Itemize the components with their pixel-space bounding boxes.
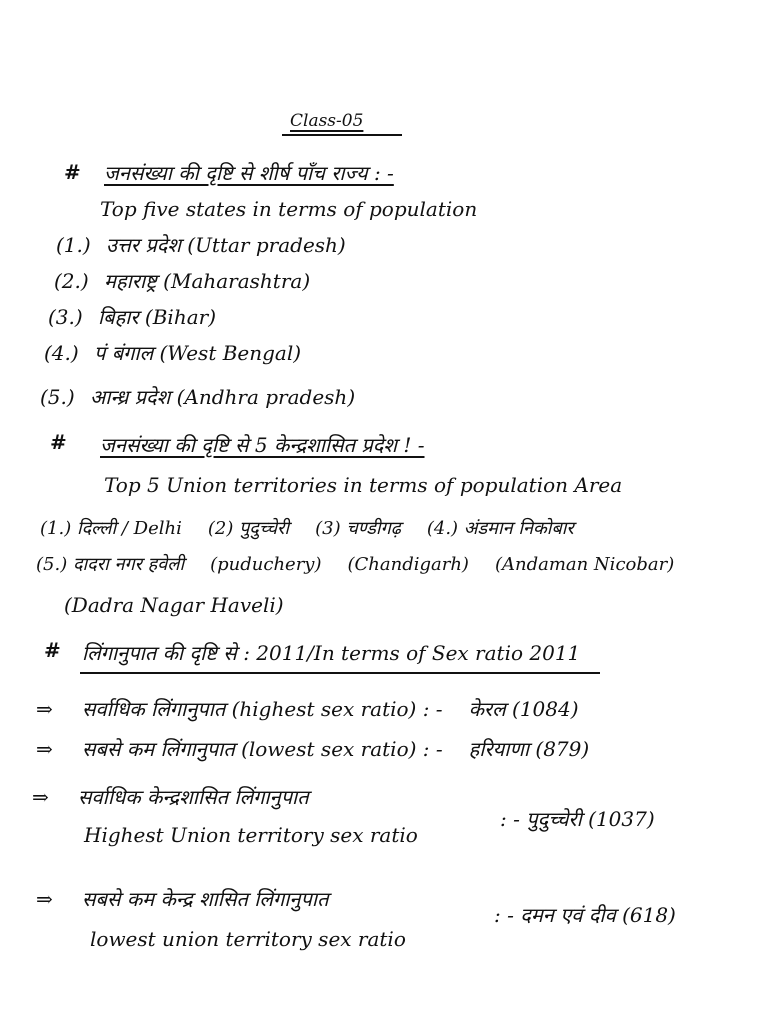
list-item xyxy=(48,304,216,330)
arrow-icon: ⇒ xyxy=(36,737,53,761)
row-value: केरल (1084) xyxy=(468,697,579,721)
section2-heading-hindi: जनसंख्या की दृष्टि से 5 केन्द्रशासित प्रदेश ! - xyxy=(100,433,425,457)
ut-item: (3) चण्डीगढ़ xyxy=(315,518,401,539)
item-text: बिहार (Bihar) xyxy=(98,305,217,329)
ut-item: (Andaman Nicobar) xyxy=(494,554,675,575)
ut-item: (2) पुदुच्चेरी xyxy=(207,518,290,539)
list-item xyxy=(44,340,301,366)
page-title: Class-05 xyxy=(290,111,364,131)
sex-ratio-row xyxy=(36,736,589,762)
item-number: (5.) xyxy=(40,385,75,409)
row-label: सबसे कम केन्द्र शासित लिंगानुपात xyxy=(82,887,329,911)
row-value: हरियाणा (879) xyxy=(468,737,590,761)
hash-mark: # xyxy=(64,160,81,184)
row-label: सर्वाधिक केन्द्रशासित लिंगानुपात xyxy=(78,785,309,809)
item-text: आन्ध्र प्रदेश (Andhra pradesh) xyxy=(90,385,356,409)
list-item xyxy=(56,232,346,258)
ut-item: (5.) दादरा नगर हवेली xyxy=(36,554,185,575)
list-item xyxy=(54,268,310,294)
ut-item: (4.) अंडमान निकोबार xyxy=(426,518,574,539)
union-territories-line-1 xyxy=(40,516,574,542)
item-number: (2.) xyxy=(54,269,89,293)
ut-item: (Chandigarh) xyxy=(347,554,469,575)
union-territories-line-2 xyxy=(36,552,674,578)
list-item xyxy=(40,384,355,410)
hash-mark: # xyxy=(50,430,67,454)
row-label-english: lowest union territory sex ratio xyxy=(90,927,406,951)
item-number: (3.) xyxy=(48,305,83,329)
item-number: (4.) xyxy=(44,341,79,365)
union-territories-line-3: (Dadra Nagar Haveli) xyxy=(64,593,284,617)
item-number: (1.) xyxy=(56,233,91,257)
item-text: महाराष्ट्र (Maharashtra) xyxy=(104,269,311,293)
ut-item: (puduchery) xyxy=(210,554,322,575)
arrow-icon: ⇒ xyxy=(32,785,49,809)
row-value: : - पुदुच्चेरी (1037) xyxy=(500,807,655,831)
item-text: उत्तर प्रदेश (Uttar pradesh) xyxy=(106,233,346,257)
title-underline xyxy=(282,134,402,136)
ut-item: (1.) दिल्ली / Delhi xyxy=(40,518,182,539)
section3-heading: लिंगानुपात की दृष्टि से : 2011/In terms of Sex ratio 2011 xyxy=(82,641,581,665)
section3-heading-underline xyxy=(80,672,600,674)
section1-heading-english: Top five states in terms of population xyxy=(100,197,478,221)
sex-ratio-row xyxy=(36,696,579,722)
hash-mark: # xyxy=(44,638,61,662)
row-label: सर्वाधिक लिंगानुपात (highest sex ratio) : - xyxy=(82,697,443,721)
row-label-english: Highest Union territory sex ratio xyxy=(84,823,418,847)
item-text: पं बंगाल (West Bengal) xyxy=(94,341,302,365)
sex-ratio-row xyxy=(32,784,309,810)
row-value: : - दमन एवं दीव (618) xyxy=(494,903,676,927)
arrow-icon: ⇒ xyxy=(36,887,53,911)
row-label: सबसे कम लिंगानुपात (lowest sex ratio) : - xyxy=(82,737,443,761)
sex-ratio-row xyxy=(36,886,328,912)
section1-heading-hindi: जनसंख्या की दृष्टि से शीर्ष पाँच राज्य : - xyxy=(104,161,394,185)
arrow-icon: ⇒ xyxy=(36,697,53,721)
section2-heading-english: Top 5 Union territories in terms of population Area xyxy=(104,473,623,497)
